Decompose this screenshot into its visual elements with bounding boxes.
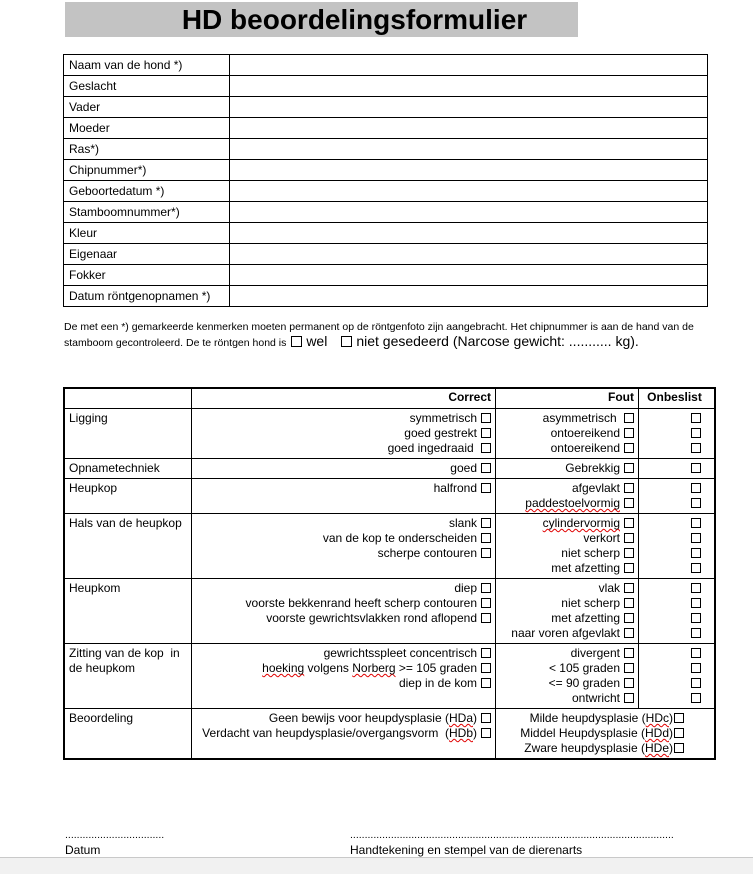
field-label: Geboortedatum *) [64, 181, 230, 202]
assessment-row [64, 409, 715, 459]
row-label: Beoordeling [64, 709, 192, 760]
option: met afzetting [496, 611, 638, 626]
field-value[interactable] [230, 286, 708, 307]
assessment-row [64, 479, 715, 514]
option: ontoereikend [496, 441, 638, 456]
info-row [64, 265, 708, 286]
signature-label: Handtekening en stempel van de dierenarts [350, 843, 583, 857]
misspelled-word: HDc [645, 711, 669, 725]
onbeslist-option [639, 661, 714, 676]
note-line1: De met een *) gemarkeerde kenmerken moeten permanent op de röntgenfoto zijn aangebracht. Het chipnummer is aan de hand van de [64, 321, 694, 333]
checkbox[interactable] [481, 548, 491, 558]
checkbox[interactable] [481, 413, 491, 423]
options-cell [192, 459, 496, 479]
misspelled-word: HDb [448, 726, 473, 740]
onbeslist-option [639, 646, 714, 661]
option: symmetrisch [192, 411, 495, 426]
assessment-table-body [64, 409, 715, 760]
checkbox[interactable] [624, 613, 634, 623]
checkbox[interactable] [691, 628, 701, 638]
header-empty-cell [64, 388, 192, 409]
option: verkort [496, 531, 638, 546]
wel-checkbox[interactable] [291, 336, 302, 347]
option: hoeking volgens Norberg >= 105 graden [192, 661, 495, 676]
checkbox[interactable] [624, 693, 634, 703]
option: <= 90 graden [496, 676, 638, 691]
onbeslist-cell [639, 514, 716, 579]
onbeslist-option [639, 441, 714, 456]
onbeslist-cell [639, 459, 716, 479]
misspelled-word: Norberg [352, 661, 396, 675]
checkbox[interactable] [481, 443, 491, 453]
date-signature-block [65, 829, 164, 857]
option [496, 516, 638, 531]
date-label: Datum [65, 843, 101, 857]
vet-signature-block [350, 829, 674, 857]
checkbox[interactable] [691, 413, 701, 423]
assessment-row [64, 644, 715, 709]
checkbox[interactable] [481, 663, 491, 673]
checkbox[interactable] [624, 548, 634, 558]
checkbox[interactable] [481, 613, 491, 623]
info-row [64, 160, 708, 181]
checkbox[interactable] [624, 518, 634, 528]
checkbox[interactable] [674, 743, 684, 753]
onbeslist-option [639, 676, 714, 691]
checkbox[interactable] [481, 648, 491, 658]
checkbox[interactable] [691, 483, 701, 493]
onbeslist-option [639, 691, 714, 706]
onbeslist-option [639, 546, 714, 561]
field-value[interactable] [230, 55, 708, 76]
onbeslist-option [639, 496, 714, 511]
checkbox[interactable] [691, 428, 701, 438]
onbeslist-option [639, 611, 714, 626]
checkbox[interactable] [691, 548, 701, 558]
option: asymmetrisch [496, 411, 638, 426]
onbeslist-cell [639, 479, 716, 514]
option: van de kop te onderscheiden [192, 531, 495, 546]
note-line2-text: stamboom gecontroleerd. De te röntgen hond is [64, 337, 290, 349]
option: slank [192, 516, 495, 531]
field-value[interactable] [230, 160, 708, 181]
checkbox[interactable] [624, 648, 634, 658]
field-value[interactable] [230, 244, 708, 265]
misspelled-word: HDa [448, 711, 473, 725]
onbeslist-option [639, 461, 714, 476]
checkbox[interactable] [481, 483, 491, 493]
onbeslist-cell [639, 409, 716, 459]
checkbox[interactable] [691, 498, 701, 508]
options-cell [496, 709, 716, 760]
option: divergent [496, 646, 638, 661]
title-bar [65, 2, 578, 37]
row-label: Ligging [64, 409, 192, 459]
onbeslist-option [639, 626, 714, 641]
option: afgevlakt [496, 481, 638, 496]
option: goed [192, 461, 495, 476]
misspelled-word: hoeking [262, 661, 305, 675]
checkbox[interactable] [691, 613, 701, 623]
checkbox[interactable] [691, 443, 701, 453]
niet-label: niet gesedeerd [356, 333, 453, 349]
options-cell [496, 644, 639, 709]
niet-checkbox[interactable] [341, 336, 352, 347]
option: Gebrekkig [496, 461, 638, 476]
field-label: Geslacht [64, 76, 230, 97]
checkbox[interactable] [691, 518, 701, 528]
checkbox[interactable] [691, 678, 701, 688]
field-label: Datum röntgenopnamen *) [64, 286, 230, 307]
checkbox[interactable] [624, 663, 634, 673]
onbeslist-option [639, 596, 714, 611]
misspelled-word: paddestoelvormig [525, 496, 620, 510]
misspelled-word: cylindervormig [542, 516, 620, 530]
signature-dotted-line: ............................................................................................................... [350, 829, 674, 841]
field-value[interactable] [230, 265, 708, 286]
option: < 105 graden [496, 661, 638, 676]
field-value[interactable] [230, 139, 708, 160]
option: naar voren afgevlakt [496, 626, 638, 641]
field-label: Ras*) [64, 139, 230, 160]
checkbox[interactable] [481, 728, 491, 738]
checkbox[interactable] [624, 563, 634, 573]
option: goed gestrekt [192, 426, 495, 441]
field-value[interactable] [230, 97, 708, 118]
assessment-row [64, 709, 715, 760]
field-label: Moeder [64, 118, 230, 139]
page-break-strip [0, 857, 753, 874]
checkbox[interactable] [624, 628, 634, 638]
options-cell [496, 514, 639, 579]
assessment-table [63, 387, 716, 760]
options-cell [496, 459, 639, 479]
header-correct: Correct [192, 388, 496, 409]
option: niet scherp [496, 596, 638, 611]
option: niet scherp [496, 546, 638, 561]
checkbox[interactable] [481, 463, 491, 473]
misspelled-word: HDe [644, 741, 669, 755]
onbeslist-cell [639, 644, 716, 709]
field-value[interactable] [230, 118, 708, 139]
options-cell [496, 579, 639, 644]
options-cell [192, 579, 496, 644]
checkbox[interactable] [624, 413, 634, 423]
checkbox[interactable] [481, 518, 491, 528]
option [496, 496, 638, 511]
note-line2 [64, 335, 724, 350]
field-value[interactable] [230, 181, 708, 202]
checkbox[interactable] [624, 678, 634, 688]
field-value[interactable] [230, 202, 708, 223]
row-label: Hals van de heupkop [64, 514, 192, 579]
checkbox[interactable] [691, 583, 701, 593]
page-title: HD beoordelingsformulier [181, 3, 528, 35]
options-cell [192, 644, 496, 709]
checkbox[interactable] [481, 598, 491, 608]
checkbox[interactable] [624, 483, 634, 493]
assessment-header-row [64, 388, 715, 409]
option: scherpe contouren [192, 546, 495, 561]
checkbox[interactable] [624, 443, 634, 453]
option: voorste gewrichtsvlakken rond aflopend [192, 611, 495, 626]
info-row [64, 139, 708, 160]
onbeslist-option [639, 531, 714, 546]
options-cell [496, 409, 639, 459]
onbeslist-option [639, 411, 714, 426]
option: ontoereikend [496, 426, 638, 441]
checkbox[interactable] [624, 598, 634, 608]
option: ontwricht [496, 691, 638, 706]
date-dotted-line: .................................. [65, 829, 165, 841]
checkbox[interactable] [624, 498, 634, 508]
option: Milde heupdysplasie (HDc) [496, 711, 714, 726]
field-label: Eigenaar [64, 244, 230, 265]
checkbox[interactable] [624, 428, 634, 438]
header-fout: Fout [496, 388, 639, 409]
note-paragraph [64, 321, 724, 350]
option: diep [192, 581, 495, 596]
option: Verdacht van heupdysplasie/overgangsvorm (HDb) [192, 726, 495, 741]
wel-label: wel [306, 333, 328, 349]
option: gewrichtsspleet concentrisch [192, 646, 495, 661]
info-row [64, 286, 708, 307]
checkbox[interactable] [624, 583, 634, 593]
assessment-row [64, 459, 715, 479]
checkbox[interactable] [481, 713, 491, 723]
option: met afzetting [496, 561, 638, 576]
assessment-row [64, 579, 715, 644]
narcose-text: (Narcose gewicht: ........... kg). [452, 333, 639, 349]
checkbox[interactable] [691, 533, 701, 543]
info-table [63, 54, 708, 307]
option: vlak [496, 581, 638, 596]
onbeslist-option [639, 481, 714, 496]
field-label: Stamboomnummer*) [64, 202, 230, 223]
info-row [64, 223, 708, 244]
checkbox[interactable] [481, 583, 491, 593]
info-row [64, 97, 708, 118]
options-cell [192, 709, 496, 760]
row-label: Zitting van de kop in de heupkom [64, 644, 192, 709]
checkbox[interactable] [674, 728, 684, 738]
field-label: Kleur [64, 223, 230, 244]
option: halfrond [192, 481, 495, 496]
checkbox[interactable] [691, 463, 701, 473]
field-value[interactable] [230, 76, 708, 97]
option: diep in de kom [192, 676, 495, 691]
info-row [64, 202, 708, 223]
checkbox[interactable] [674, 713, 684, 723]
option: Geen bewijs voor heupdysplasie (HDa) [192, 711, 495, 726]
misspelled-word: HDd [644, 726, 669, 740]
options-cell [192, 514, 496, 579]
field-value[interactable] [230, 223, 708, 244]
checkbox[interactable] [691, 598, 701, 608]
onbeslist-option [639, 581, 714, 596]
onbeslist-cell [639, 579, 716, 644]
field-label: Fokker [64, 265, 230, 286]
info-row [64, 76, 708, 97]
info-row [64, 244, 708, 265]
checkbox[interactable] [691, 663, 701, 673]
checkbox[interactable] [481, 678, 491, 688]
assessment-row [64, 514, 715, 579]
checkbox[interactable] [691, 648, 701, 658]
onbeslist-option [639, 516, 714, 531]
field-label: Vader [64, 97, 230, 118]
option: Middel Heupdysplasie (HDd) [496, 726, 714, 741]
checkbox[interactable] [624, 533, 634, 543]
option: goed ingedraaid [192, 441, 495, 456]
option: voorste bekkenrand heeft scherp contouren [192, 596, 495, 611]
row-label: Heupkop [64, 479, 192, 514]
checkbox[interactable] [481, 533, 491, 543]
checkbox[interactable] [691, 693, 701, 703]
options-cell [192, 479, 496, 514]
checkbox[interactable] [481, 428, 491, 438]
options-cell [192, 409, 496, 459]
options-cell [496, 479, 639, 514]
info-row [64, 118, 708, 139]
row-label: Heupkom [64, 579, 192, 644]
row-label: Opnametechniek [64, 459, 192, 479]
info-row [64, 55, 708, 76]
info-row [64, 181, 708, 202]
field-label: Chipnummer*) [64, 160, 230, 181]
onbeslist-option [639, 426, 714, 441]
onbeslist-option [639, 561, 714, 576]
option: Zware heupdysplasie (HDe) [496, 741, 714, 756]
info-table-body [64, 55, 708, 307]
checkbox[interactable] [624, 463, 634, 473]
header-onbeslist: Onbeslist [639, 388, 716, 409]
checkbox[interactable] [691, 563, 701, 573]
field-label: Naam van de hond *) [64, 55, 230, 76]
